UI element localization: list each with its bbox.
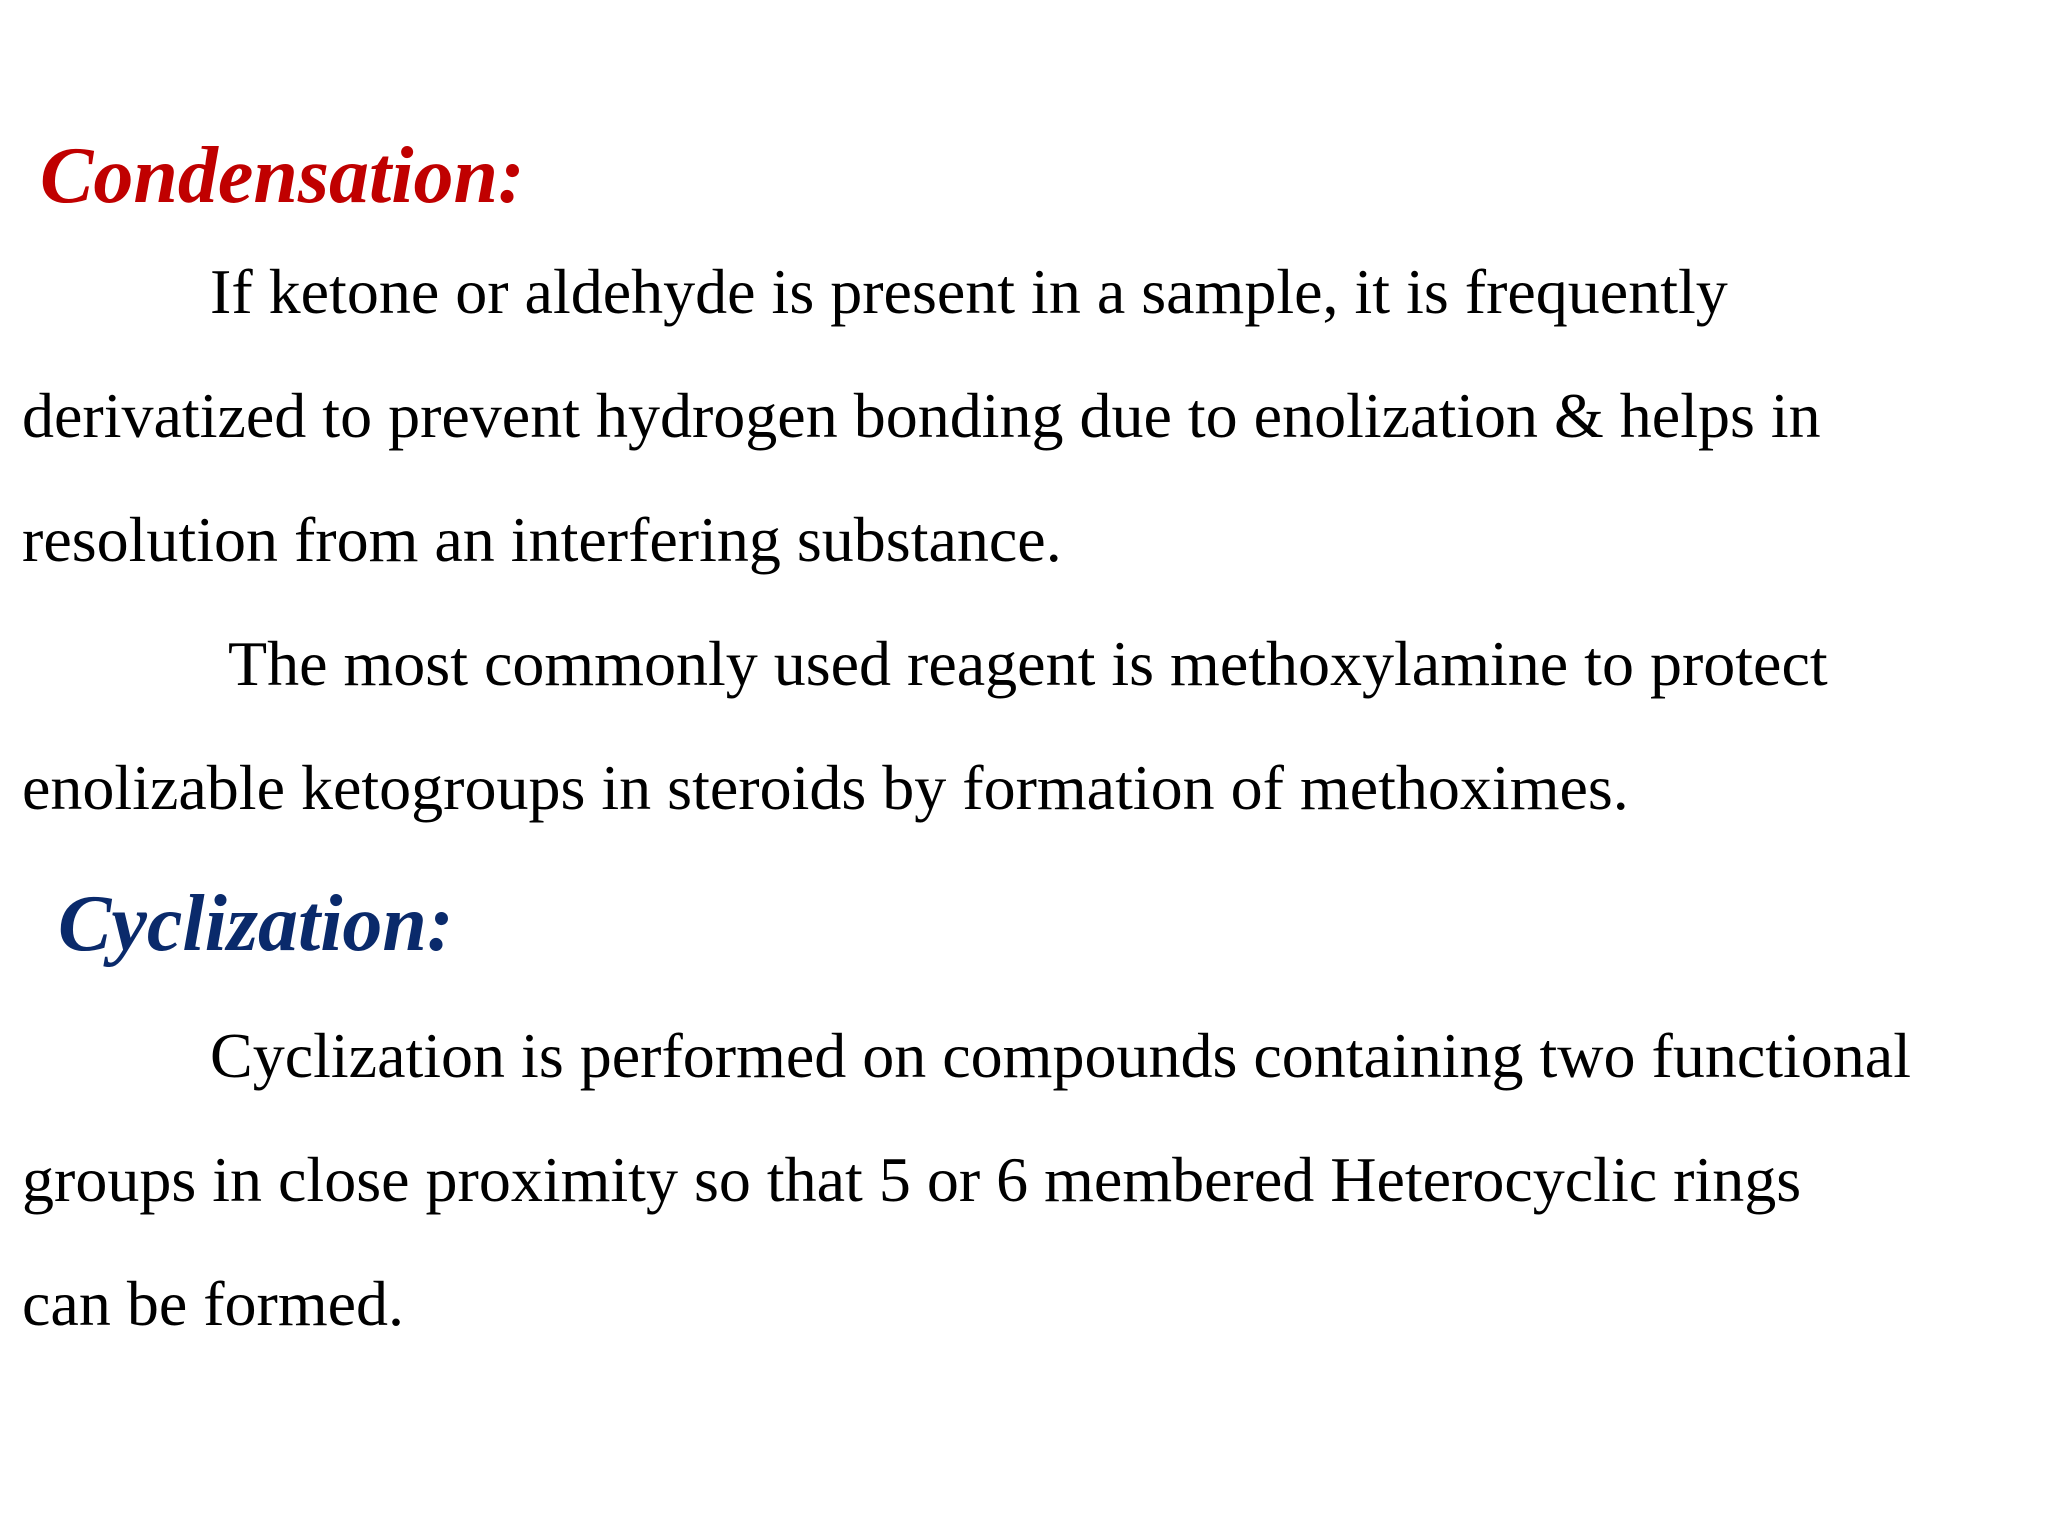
condensation-paragraph-2-line-2: enolizable ketogroups in steroids by formation of methoximes. [22, 752, 1629, 823]
condensation-paragraph-1-line-1: If ketone or aldehyde is present in a sample, it is frequently [210, 256, 1728, 327]
cyclization-heading: Cyclization: [58, 880, 454, 968]
condensation-paragraph-1-line-2: derivatized to prevent hydrogen bonding due to enolization & helps in [22, 380, 1821, 451]
condensation-paragraph-2-line-1: The most commonly used reagent is methoxylamine to protect [228, 628, 1828, 699]
condensation-paragraph-1-line-3: resolution from an interfering substance. [22, 504, 1062, 575]
condensation-heading: Condensation: [40, 132, 525, 220]
cyclization-paragraph-line-2: groups in close proximity so that 5 or 6 membered Heterocyclic rings [22, 1144, 1802, 1215]
cyclization-paragraph-line-3: can be formed. [22, 1268, 405, 1339]
cyclization-paragraph-line-1: Cyclization is performed on compounds containing two functional [210, 1020, 1911, 1091]
